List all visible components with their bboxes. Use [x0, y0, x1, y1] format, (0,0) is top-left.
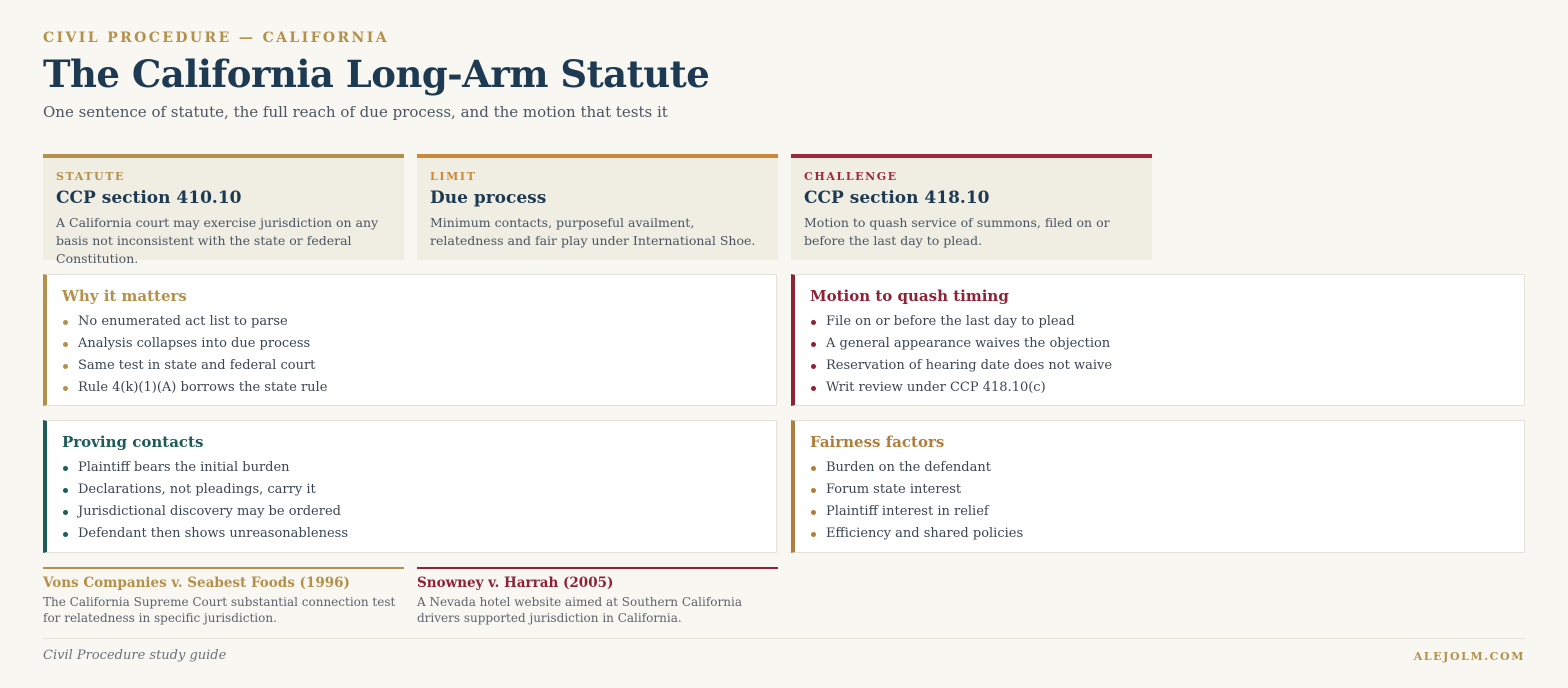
card-limit — [417, 154, 778, 260]
panel-title: Why it matters — [62, 287, 187, 305]
case-description: The California Supreme Court substantial connection test for relatedness in specific jurisdiction. — [43, 595, 396, 625]
eyebrow: CIVIL PROCEDURE — CALIFORNIA — [43, 30, 389, 46]
case-snowney — [417, 567, 778, 627]
list-item-text: Writ review under CCP 418.10(c) — [826, 380, 1046, 395]
card-title: CCP section 418.10 — [804, 188, 990, 208]
bullet-icon — [63, 488, 68, 493]
panel-title: Fairness factors — [810, 433, 945, 451]
list-item-text: A general appearance waives the objection — [826, 336, 1111, 351]
panel-motion-to-quash-timing — [791, 274, 1525, 406]
case-description: A Nevada hotel website aimed at Southern California drivers supported jurisdiction in California. — [417, 595, 742, 625]
list-item — [810, 355, 1508, 377]
list-item — [810, 311, 1508, 333]
card-description: Minimum contacts, purposeful availment, relatedness and fair play under International Shoe. — [430, 215, 756, 248]
card-description: Motion to quash service of summons, filed on or before the last day to plead. — [804, 215, 1110, 248]
bullet-icon — [63, 386, 68, 391]
bullet-icon — [63, 532, 68, 537]
page-subtitle: One sentence of statute, the full reach of due process, and the motion that tests it — [43, 103, 668, 121]
list-item-text: Forum state interest — [826, 482, 962, 497]
list-item — [810, 377, 1508, 399]
card-kicker: LIMIT — [430, 170, 477, 183]
bullet-list — [810, 311, 1508, 399]
list-item-text: Analysis collapses into due process — [78, 336, 311, 351]
list-item-text: Plaintiff bears the initial burden — [78, 460, 290, 475]
bullet-icon — [811, 510, 816, 515]
panel-proving-contacts — [43, 420, 777, 553]
bullet-icon — [63, 466, 68, 471]
list-item — [810, 523, 1508, 545]
bullet-list — [62, 311, 760, 399]
list-item-text: Rule 4(k)(1)(A) borrows the state rule — [78, 380, 328, 395]
card-title: CCP section 410.10 — [56, 188, 242, 208]
list-item-text: Plaintiff interest in relief — [826, 504, 989, 519]
page-title: The California Long-Arm Statute — [43, 52, 710, 96]
bullet-icon — [63, 342, 68, 347]
list-item — [810, 333, 1508, 355]
list-item — [810, 457, 1508, 479]
list-item-text: Declarations, not pleadings, carry it — [78, 482, 316, 497]
card-kicker: CHALLENGE — [804, 170, 898, 183]
panel-why-it-matters — [43, 274, 777, 406]
footer-divider — [43, 638, 1525, 639]
bullet-icon — [811, 488, 816, 493]
card-kicker: STATUTE — [56, 170, 126, 183]
case-title: Vons Companies v. Seabest Foods (1996) — [43, 575, 350, 591]
bullet-icon — [63, 364, 68, 369]
bullet-icon — [811, 320, 816, 325]
bullet-icon — [811, 532, 816, 537]
list-item-text: Same test in state and federal court — [78, 358, 316, 373]
list-item-text: File on or before the last day to plead — [826, 314, 1075, 329]
panel-title: Motion to quash timing — [810, 287, 1009, 305]
case-vons — [43, 567, 404, 627]
list-item-text: Defendant then shows unreasonableness — [78, 526, 348, 541]
card-title: Due process — [430, 188, 547, 208]
list-item-text: Burden on the defendant — [826, 460, 991, 475]
panel-title: Proving contacts — [62, 433, 204, 451]
list-item-text: Efficiency and shared policies — [826, 526, 1024, 541]
list-item — [62, 457, 760, 479]
case-title: Snowney v. Harrah (2005) — [417, 575, 614, 591]
list-item — [810, 479, 1508, 501]
card-description: A California court may exercise jurisdiction on any basis not inconsistent with the state or federal Constitution. — [56, 215, 379, 266]
list-item — [62, 311, 760, 333]
list-item — [62, 523, 760, 545]
list-item-text: No enumerated act list to parse — [78, 314, 288, 329]
list-item-text: Reservation of hearing date does not waive — [826, 358, 1113, 373]
panel-fairness-factors — [791, 420, 1525, 553]
list-item-text: Jurisdictional discovery may be ordered — [78, 504, 341, 519]
footer-site-link[interactable]: ALEJOLM.COM — [1413, 650, 1525, 663]
list-item — [62, 355, 760, 377]
bullet-icon — [63, 320, 68, 325]
card-challenge — [791, 154, 1152, 260]
card-statute — [43, 154, 404, 266]
list-item — [62, 501, 760, 523]
bullet-list — [62, 457, 760, 545]
bullet-icon — [63, 510, 68, 515]
list-item — [62, 479, 760, 501]
bullet-icon — [811, 364, 816, 369]
bullet-icon — [811, 466, 816, 471]
list-item — [62, 333, 760, 355]
list-item — [810, 501, 1508, 523]
footer-caption: Civil Procedure study guide — [43, 648, 227, 663]
bullet-icon — [811, 386, 816, 391]
bullet-list — [810, 457, 1508, 545]
list-item — [62, 377, 760, 399]
bullet-icon — [811, 342, 816, 347]
